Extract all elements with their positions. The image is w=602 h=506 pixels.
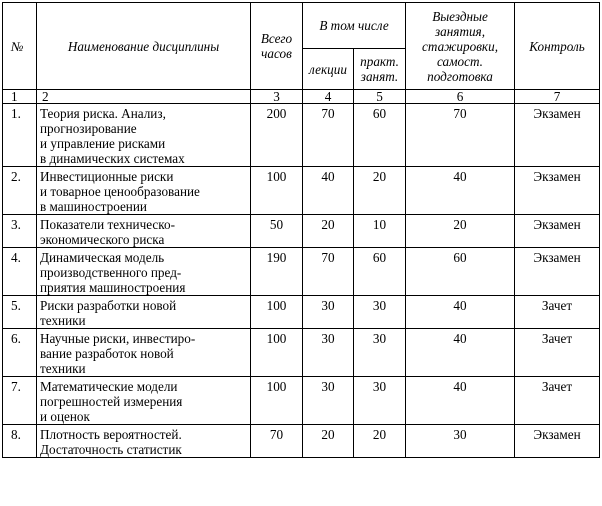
row-number: 7. — [3, 377, 37, 425]
discipline-name: Математические модели погрешностей измерения и оценок — [37, 377, 251, 425]
practice-hours: 60 — [354, 248, 406, 296]
header-lectures: лекции — [303, 49, 354, 90]
control-type: Экзамен — [515, 425, 600, 458]
practice-hours: 20 — [354, 167, 406, 215]
field-hours: 30 — [406, 425, 515, 458]
lecture-hours: 20 — [303, 425, 354, 458]
total-hours: 190 — [251, 248, 303, 296]
lecture-hours: 70 — [303, 104, 354, 167]
header-name: Наименование дисциплины — [37, 3, 251, 90]
control-type: Зачет — [515, 377, 600, 425]
discipline-name: Показатели техническо- экономического риска — [37, 215, 251, 248]
discipline-name: Динамическая модель производственного пред- приятия машиностроения — [37, 248, 251, 296]
index-cell: 7 — [515, 90, 600, 104]
field-hours: 70 — [406, 104, 515, 167]
row-number: 5. — [3, 296, 37, 329]
field-hours: 40 — [406, 296, 515, 329]
total-hours: 70 — [251, 425, 303, 458]
discipline-name: Научные риски, инвестиро- вание разработок новой техники — [37, 329, 251, 377]
lecture-hours: 40 — [303, 167, 354, 215]
total-hours: 100 — [251, 296, 303, 329]
table-row — [3, 215, 600, 248]
control-type: Экзамен — [515, 167, 600, 215]
field-hours: 40 — [406, 167, 515, 215]
header-total: Всего часов — [251, 3, 303, 90]
practice-hours: 30 — [354, 377, 406, 425]
row-number: 8. — [3, 425, 37, 458]
index-cell: 1 — [3, 90, 37, 104]
discipline-name: Инвестиционные риски и товарное ценообразование в машиностроении — [37, 167, 251, 215]
field-hours: 40 — [406, 329, 515, 377]
row-number: 6. — [3, 329, 37, 377]
total-hours: 100 — [251, 377, 303, 425]
total-hours: 50 — [251, 215, 303, 248]
row-number: 2. — [3, 167, 37, 215]
lecture-hours: 70 — [303, 248, 354, 296]
control-type: Зачет — [515, 329, 600, 377]
practice-hours: 10 — [354, 215, 406, 248]
field-hours: 60 — [406, 248, 515, 296]
header-num: № — [3, 3, 37, 90]
total-hours: 200 — [251, 104, 303, 167]
practice-hours: 20 — [354, 425, 406, 458]
header-practice: практ. занят. — [354, 49, 406, 90]
total-hours: 100 — [251, 167, 303, 215]
lecture-hours: 20 — [303, 215, 354, 248]
control-type: Экзамен — [515, 248, 600, 296]
table-row — [3, 377, 600, 425]
header-row-top — [3, 3, 600, 49]
row-number: 3. — [3, 215, 37, 248]
index-cell: 2 — [37, 90, 251, 104]
field-hours: 20 — [406, 215, 515, 248]
practice-hours: 30 — [354, 296, 406, 329]
discipline-name: Теория риска. Анализ, прогнозирование и управление рисками в динамических системах — [37, 104, 251, 167]
lecture-hours: 30 — [303, 377, 354, 425]
index-cell: 3 — [251, 90, 303, 104]
disciplines-table — [2, 2, 600, 458]
table-row — [3, 104, 600, 167]
header-control: Контроль — [515, 3, 600, 90]
row-number: 1. — [3, 104, 37, 167]
discipline-name: Риски разработки новой техники — [37, 296, 251, 329]
index-cell: 6 — [406, 90, 515, 104]
table-row — [3, 167, 600, 215]
table-row — [3, 425, 600, 458]
control-type: Зачет — [515, 296, 600, 329]
header-field: Выездные занятия, стажировки, самост. подготовка — [406, 3, 515, 90]
index-row — [3, 90, 600, 104]
control-type: Экзамен — [515, 104, 600, 167]
table-row — [3, 296, 600, 329]
lecture-hours: 30 — [303, 296, 354, 329]
practice-hours: 60 — [354, 104, 406, 167]
lecture-hours: 30 — [303, 329, 354, 377]
header-including: В том числе — [303, 3, 406, 49]
control-type: Экзамен — [515, 215, 600, 248]
row-number: 4. — [3, 248, 37, 296]
practice-hours: 30 — [354, 329, 406, 377]
index-cell: 5 — [354, 90, 406, 104]
table-row — [3, 329, 600, 377]
discipline-name: Плотность вероятностей. Достаточность статистик — [37, 425, 251, 458]
index-cell: 4 — [303, 90, 354, 104]
total-hours: 100 — [251, 329, 303, 377]
field-hours: 40 — [406, 377, 515, 425]
table-row — [3, 248, 600, 296]
